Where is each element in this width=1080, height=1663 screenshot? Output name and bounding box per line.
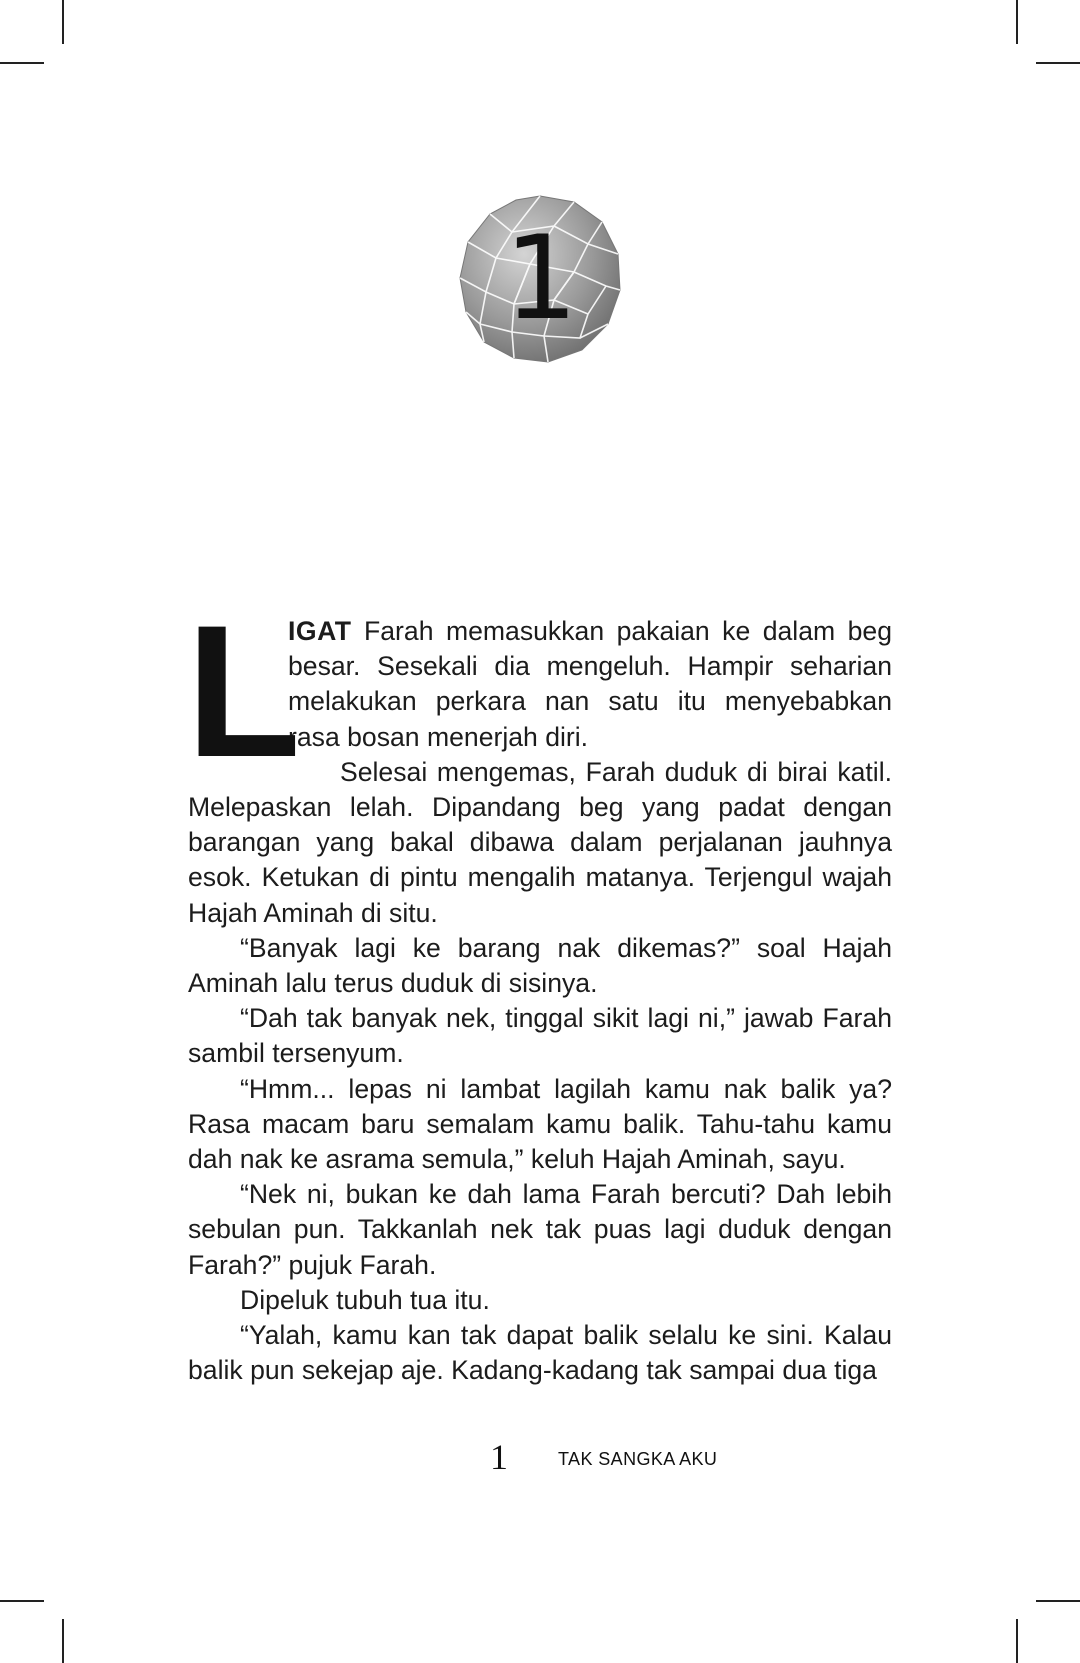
paragraph: “Yalah, kamu kan tak dapat balik selalu ke sini. Kalau balik pun sekejap aje. Kadang-kadang tak sampai dua tiga: [188, 1320, 892, 1386]
crop-mark-bottom-right-h: [1036, 1600, 1080, 1602]
running-title: TAK SANGKA AKU: [558, 1449, 718, 1469]
chapter-number: 1: [504, 210, 576, 346]
crop-mark-bottom-left-h: [0, 1600, 44, 1602]
paragraph-text: Farah memasukkan pakaian ke dalam beg besar. Sesekali dia mengeluh. Hampir seharian melakukan perkara nan satu itu menyebabkan rasa bosan menerjah diri.: [288, 616, 892, 752]
paragraph: “Nek ni, bukan ke dah lama Farah bercuti? Dah lebih sebulan pun. Takkanlah nek tak puas lagi duduk dengan Farah?” pujuk Farah.: [188, 1179, 892, 1280]
chapter-body: [186, 586, 892, 1388]
paragraph: “Banyak lagi ke barang nak dikemas?” soal Hajah Aminah lalu terus duduk di sisinya.: [188, 932, 892, 999]
crop-mark-top-left-h: [0, 62, 44, 64]
crop-mark-bottom-left-v: [62, 1619, 64, 1663]
crop-mark-bottom-right-v: [1016, 1619, 1018, 1663]
lead-word: IGAT: [288, 616, 352, 646]
opening-paragraph: [186, 586, 892, 796]
chapter-badge: [456, 192, 624, 364]
crop-mark-top-left-v: [62, 0, 64, 44]
paragraph: “Dah tak banyak nek, tinggal sikit lagi ni,” jawab Farah sambil tersenyum.: [188, 1003, 892, 1069]
crop-mark-top-right-v: [1016, 0, 1018, 44]
paragraph: Dipeluk tubuh tua itu.: [240, 1284, 490, 1315]
page-number: 1: [490, 1437, 508, 1477]
drop-cap: L: [186, 586, 301, 796]
paragraph: Selesai mengemas, Farah duduk di birai katil. Melepaskan lelah. Dipandang beg yang padat dengan barangan yang bakal dibawa dalam perjalanan jauhnya esok. Ketukan di pintu mengalih matanya. Terjengul wajah Hajah Aminah di situ.: [188, 756, 892, 928]
crop-mark-top-right-h: [1036, 62, 1080, 64]
paragraph: “Hmm... lepas ni lambat lagilah kamu nak balik ya? Rasa macam baru semalam kamu balik. Tahu-tahu kamu dah nak ke asrama semula,” keluh Hajah Aminah, sayu.: [188, 1073, 892, 1175]
